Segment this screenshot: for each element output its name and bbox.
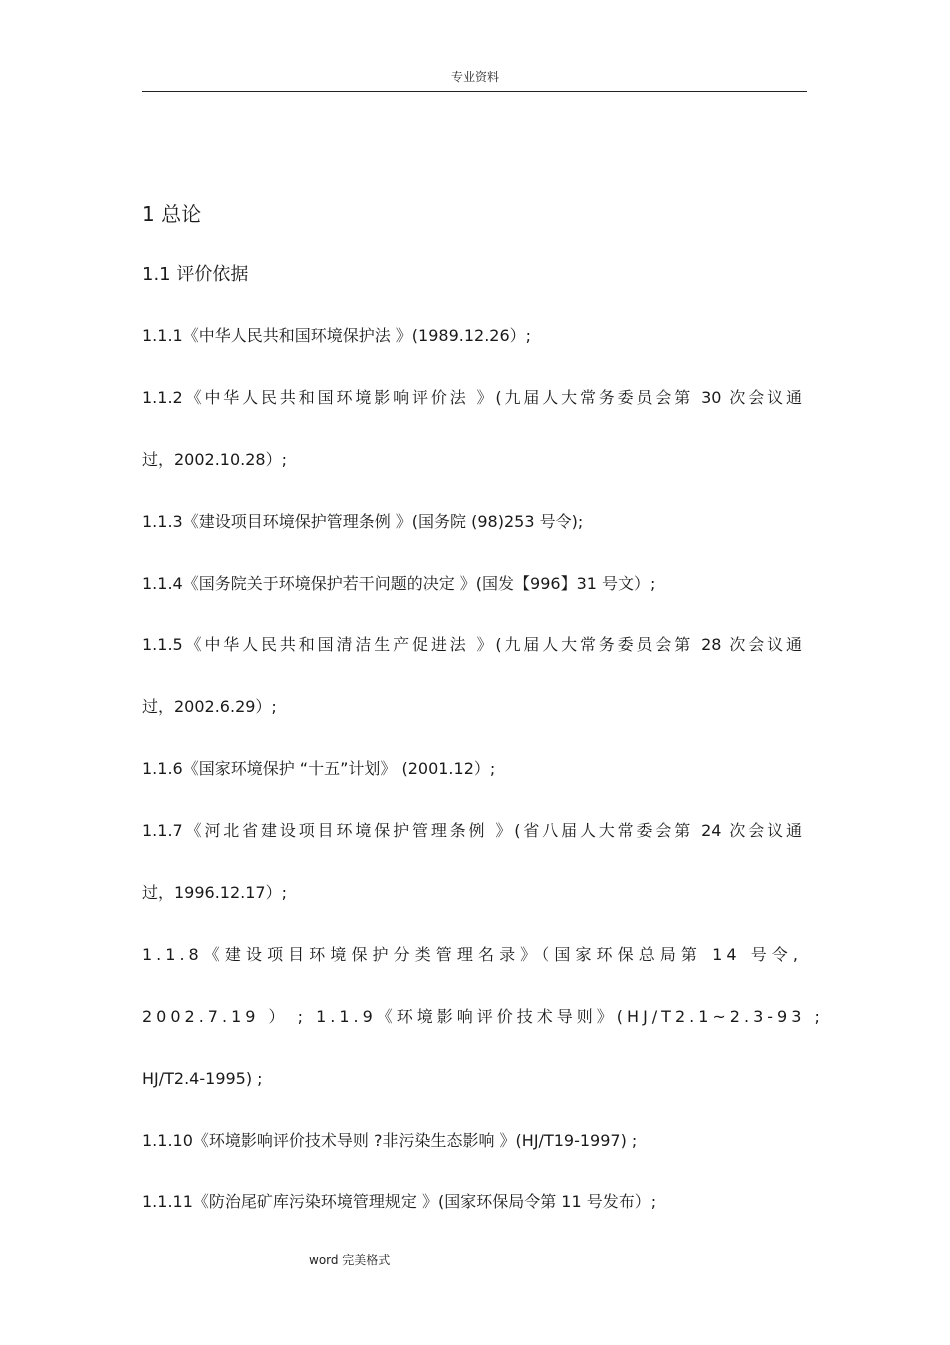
reference-item-continued: 过，2002.10.28）;: [142, 450, 288, 469]
chapter-heading: 1 总论: [142, 202, 202, 226]
reference-item: 1.1.5《中华人民共和国清洁生产促进法 》(九届人大常务委员会第 28 次会议通: [142, 635, 802, 654]
page-footer: word 完美格式: [309, 1253, 391, 1267]
reference-item-continued: HJ/T2.4-1995) ;: [142, 1069, 263, 1088]
reference-item-continued: 过，2002.6.29）;: [142, 697, 277, 716]
reference-item-continued: 过，1996.12.17）;: [142, 883, 288, 902]
reference-item: 1.1.7《河北省建设项目环境保护管理条例 》(省八届人大常委会第 24 次会议通: [142, 821, 802, 840]
reference-item: 1.1.6《国家环境保护 “十五”计划》 (2001.12）;: [142, 759, 496, 778]
page-header: 专业资料: [450, 70, 499, 84]
reference-item: 1.1.8《建设项目环境保护分类管理名录》（国家环保总局第 14 号令,: [142, 945, 802, 964]
reference-item: 1.1.4《国务院关于环境保护若干问题的决定 》(国发【996】31 号文）;: [142, 574, 656, 593]
reference-item: 1.1.10《环境影响评价技术导则 ?非污染生态影响 》(HJ/T19-1997) ;: [142, 1131, 638, 1150]
reference-item: 1.1.2《中华人民共和国环境影响评价法 》(九届人大常务委员会第 30 次会议通: [142, 388, 802, 407]
header-divider: [142, 91, 807, 92]
reference-item: 1.1.11《防治尾矿库污染环境管理规定 》(国家环保局令第 11 号发布）;: [142, 1192, 657, 1211]
reference-item: 1.1.3《建设项目环境保护管理条例 》(国务院 (98)253 号令);: [142, 512, 584, 531]
section-heading: 1.1 评价依据: [142, 264, 249, 285]
reference-item: 1.1.1《中华人民共和国环境保护法 》(1989.12.26）;: [142, 326, 532, 345]
reference-item: 2002.7.19 ） ; 1.1.9《环境影响评价技术导则》(HJ/T2.1~2.3-93 ;: [142, 1007, 824, 1026]
